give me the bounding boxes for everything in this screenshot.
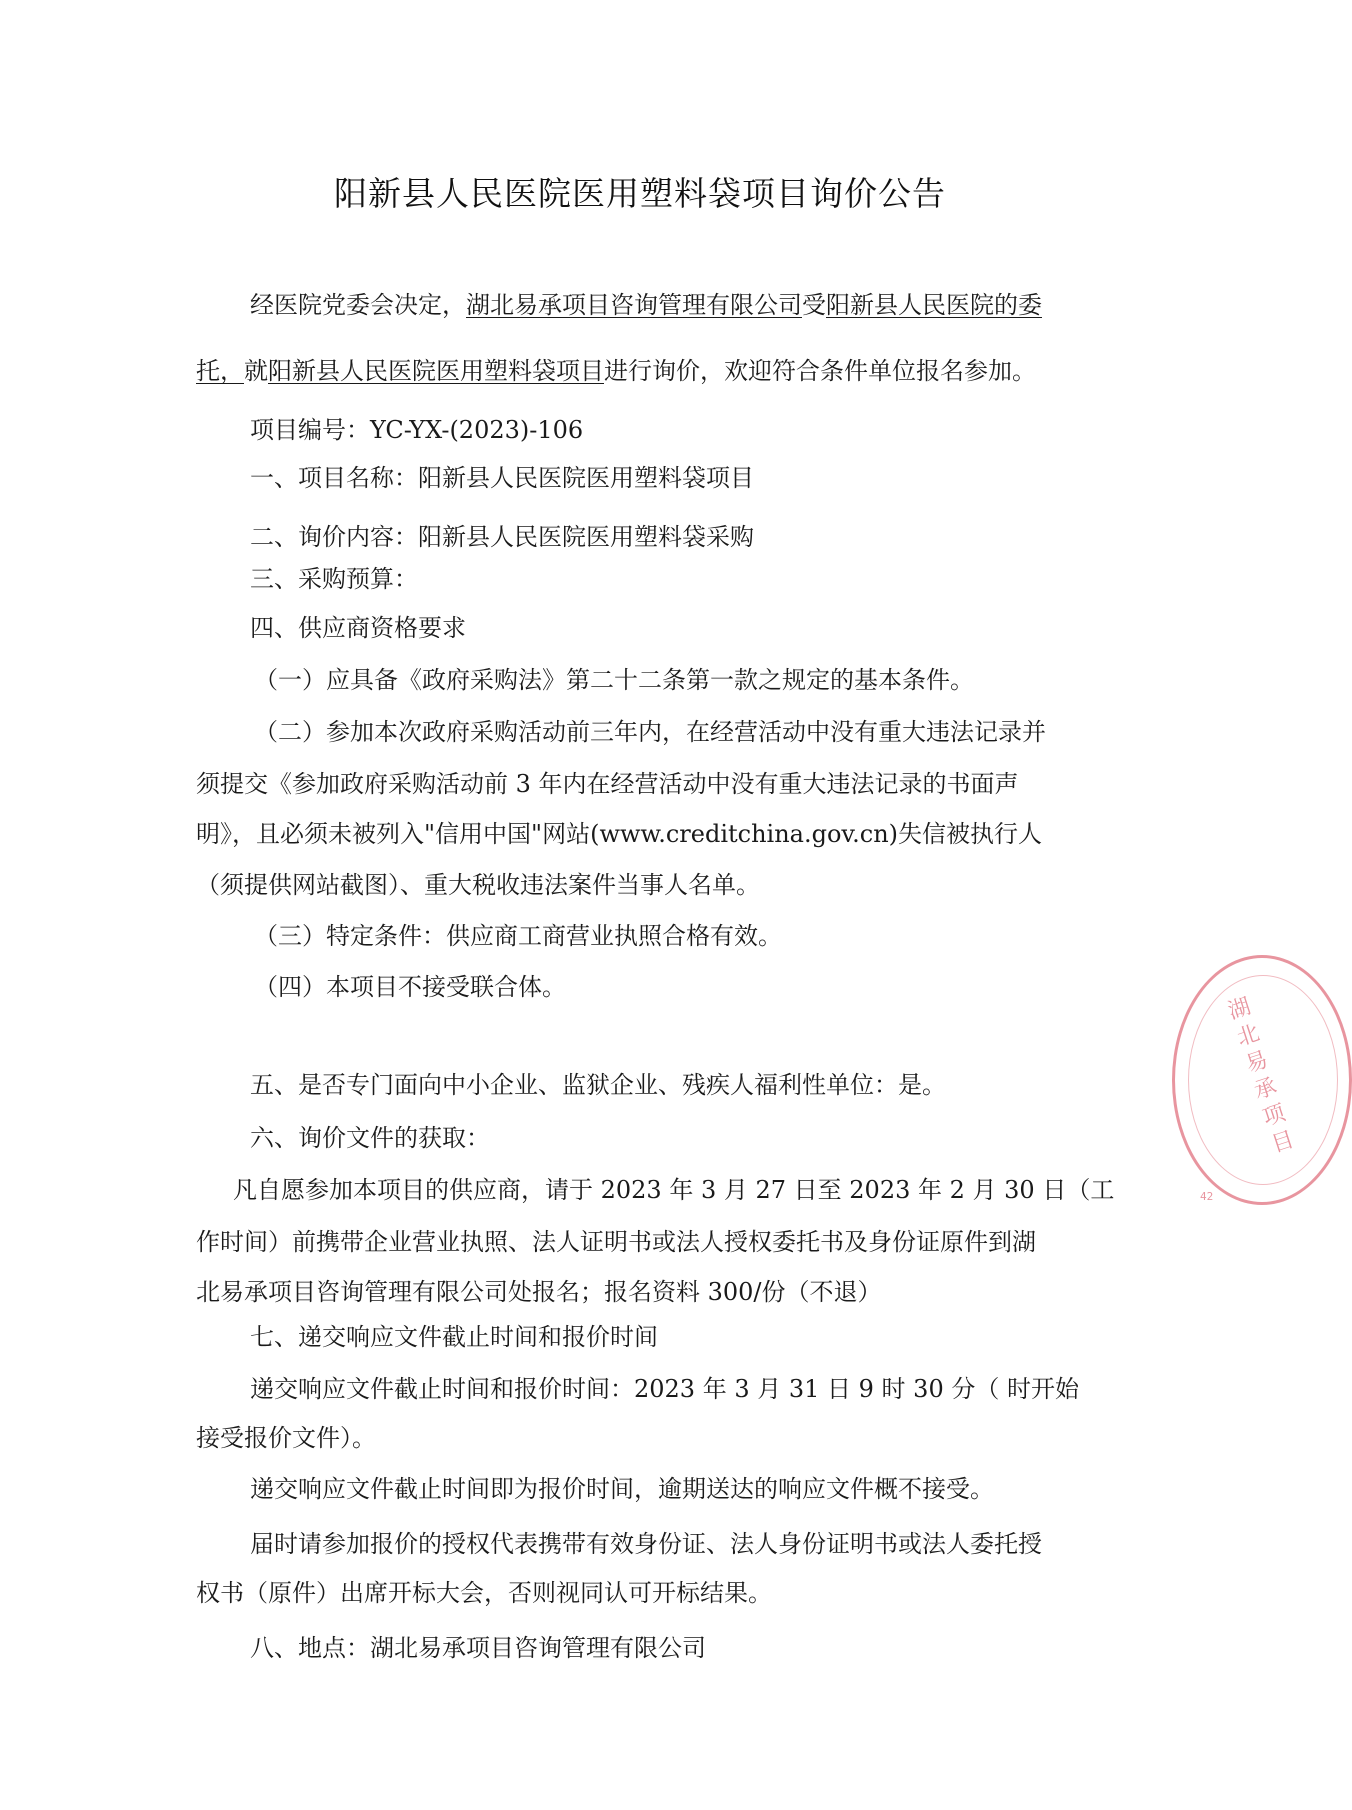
section-5: 五、是否专门面向中小企业、监狱企业、残疾人福利性单位：是。 xyxy=(250,1071,946,1099)
section-3: 三、采购预算： xyxy=(250,565,418,593)
seal-number: 42 xyxy=(1200,1190,1214,1203)
project-number: 项目编号：YC-YX-(2023)-106 xyxy=(250,416,584,444)
section-6: 六、询价文件的获取： xyxy=(250,1124,490,1152)
seal-text: 湖北易承项目 xyxy=(1225,994,1298,1158)
section-7-line-2: 接受报价文件）。 xyxy=(196,1424,376,1452)
requirement-2-line-2: 须提交《参加政府采购活动前 3 年内在经营活动中没有重大违法记录的书面声 xyxy=(196,770,1019,798)
intro-line-2 xyxy=(196,359,1036,383)
client-name-cont: 托， xyxy=(196,357,244,385)
requirement-4: （四）本项目不接受联合体。 xyxy=(254,973,566,1001)
agency-name: 湖北易承项目咨询管理有限公司 xyxy=(466,291,802,319)
requirement-2-line-4: （须提供网站截图）、重大税收违法案件当事人名单。 xyxy=(196,871,760,899)
section-7-line-4: 届时请参加报价的授权代表携带有效身份证、法人身份证明书或法人委托授 xyxy=(250,1530,1042,1558)
section-2: 二、询价内容：阳新县人民医院医用塑料袋采购 xyxy=(250,523,754,551)
page-title: 阳新县人民医院医用塑料袋项目询价公告 xyxy=(334,174,946,213)
section-1: 一、项目名称：阳新县人民医院医用塑料袋项目 xyxy=(250,464,754,492)
requirement-3: （三）特定条件：供应商工商营业执照合格有效。 xyxy=(254,922,782,950)
intro-text: 经医院党委会决定， xyxy=(250,291,466,319)
intro-text: 受 xyxy=(802,291,826,319)
section-7-line-3: 递交响应文件截止时间即为报价时间，逾期送达的响应文件概不接受。 xyxy=(250,1475,994,1503)
requirement-2-line-3: 明》，且必须未被列入"信用中国"网站(www.creditchina.gov.cn)失信被执行人 xyxy=(196,820,1043,848)
section-6-line-1: 凡自愿参加本项目的供应商，请于 2023 年 3 月 27 日至 2023 年 2 月 30 日（工 xyxy=(233,1176,1115,1204)
project-name: 阳新县人民医院医用塑料袋项目 xyxy=(268,357,604,385)
client-name: 阳新县人民医院的委 xyxy=(826,291,1042,319)
section-7-line-1: 递交响应文件截止时间和报价时间：2023 年 3 月 31 日 9 时 30 分（ 时开始 xyxy=(250,1375,1079,1403)
intro-text: 进行询价，欢迎符合条件单位报名参加。 xyxy=(604,357,1036,385)
requirement-1: （一）应具备《政府采购法》第二十二条第一款之规定的基本条件。 xyxy=(254,666,974,694)
section-8: 八、地点：湖北易承项目咨询管理有限公司 xyxy=(250,1634,706,1662)
section-6-line-3: 北易承项目咨询管理有限公司处报名；报名资料 300/份（不退） xyxy=(196,1278,882,1306)
requirement-2-line-1: （二）参加本次政府采购活动前三年内，在经营活动中没有重大违法记录并 xyxy=(254,718,1046,746)
section-4: 四、供应商资格要求 xyxy=(250,614,466,642)
section-7-line-5: 权书（原件）出席开标大会，否则视同认可开标结果。 xyxy=(196,1579,772,1607)
intro-line-1 xyxy=(250,293,1042,317)
section-6-line-2: 作时间）前携带企业营业执照、法人证明书或法人授权委托书及身份证原件到湖 xyxy=(196,1228,1036,1256)
intro-text: 就 xyxy=(244,357,268,385)
section-7: 七、递交响应文件截止时间和报价时间 xyxy=(250,1323,658,1351)
